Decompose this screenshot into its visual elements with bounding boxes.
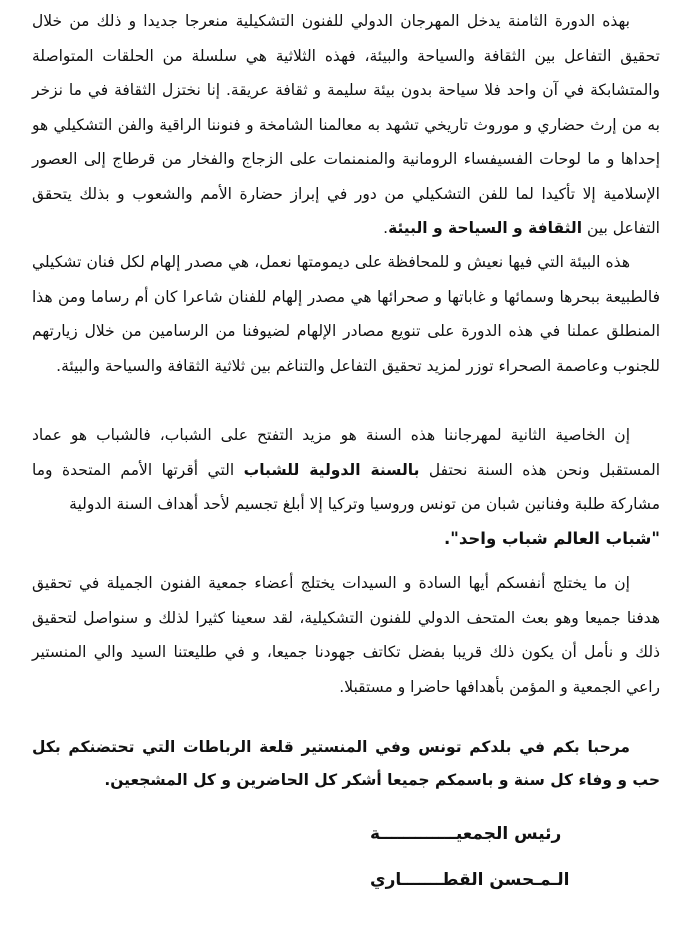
- signature-name: الـمـحسن القطـــــــاري: [370, 870, 570, 890]
- paragraph-welcome: [32, 731, 660, 797]
- paragraph-welcome-text: مرحبا بكم في بلدكم تونس وفي المنستير قلعة الرباطات التي تحتضنكم بكل حب و وفاء كل سنة و باسمكم جميعا أشكر كل الحاضرين و كل المشجعين.: [32, 738, 660, 789]
- keyword-tourism: السياحة: [448, 219, 508, 237]
- keyword-culture: الثقافة: [528, 219, 583, 237]
- youth-slogan: "شباب العالم شباب واحد".: [444, 528, 660, 548]
- signature-title: رئيس الجمعيـــــــــــــة: [370, 824, 562, 844]
- paragraph-museum-text: إن ما يختلج أنفسكم أيها السادة و السيدات يختلج أعضاء جمعية الفنون الجميلة في تحقيق هدفنا جميعا وهو بعث المتحف الدولي للفنون التشكيلية، لقد سعينا كثيرا لذلك و سنواصل لتحقيق ذلك و نأمل أن يكون ذلك قريبا بفضل تكاتف جهودنا جميعا، و في طليعتنا السيد والي المنستير راعي الجمعية و المؤمن بأهدافها حاضرا و مستقبلا.: [32, 574, 660, 696]
- paragraph-museum: [32, 566, 660, 704]
- paragraph-youth-text-2: التي أقرتها الأمم المتحدة وما مشاركة طلبة وفنانين شبان من تونس وروسيا وتركيا إلا أبلغ تجسيم لأحد أهداف السنة الدولية: [32, 460, 660, 513]
- paragraph-youth: [32, 418, 660, 556]
- paragraph-intro-text: بهذه الدورة الثامنة يدخل المهرجان الدولي للفنون التشكيلية منعرجا جديدا و ذلك من خلال تحقيق التفاعل بين الثقافة والسياحة والبيئة، فهذه الثلاثية هي سلسلة من الحلقات المتواصلة والمتشابكة في آن واحد فلا سياحة بدون بيئة سليمة و ثقافة عريقة. إنا نختزل الثقافة في ما نزخر به من إرث حضاري و موروث تاريخي تشهد به معالمنا الشامخة و فنوننا الراقية والفن التشكيلي هو إحداها و ما لوحات الفسيفساء الرومانية والمنمنمات على الزجاج والفخار من قرطاج إلى العصور الإسلامية إلا تأكيدا لما للفن التشكيلي من دور في إبراز حضارة الأمم والشعوب و بذلك يتحقق التفاعل بين: [32, 12, 660, 237]
- keyword-youth-year: بالسنة الدولية للشباب: [243, 460, 420, 479]
- keyword-environment: البيئة: [388, 219, 428, 237]
- paragraph-environment: [32, 245, 660, 383]
- paragraph-environment-text: هذه البيئة التي فيها نعيش و للمحافظة على ديمومتها نعمل، هي مصدر إلهام لكل فنان تشكيلي فالطبيعة ببحرها وسمائها و غاباتها و صحرائها هي مصدر إلهام للفنان شاعرا كان أم رساما ومن هذا المنطلق عملنا في هذه الدورة على تنويع مصادر الإلهام لضيوفنا من الرسامين من خلال زيارتهم للجنوب وعاصمة الصحراء توزر لمزيد تحقيق التفاعل والتناغم بين ثلاثية الثقافة والسياحة والبيئة.: [32, 253, 660, 375]
- paragraph-youth-text: إن الخاصية الثانية لمهرجاننا هذه السنة هو مزيد التفتح على الشباب، فالشباب هو عماد المستقبل ونحن هذه السنة نحتفل: [32, 426, 660, 479]
- paragraph-intro: بهذه الدورة الثامنة يدخل المهرجان الدولي للفنون التشكيلية منعرجا جديدا و ذلك من خلال تحقيق التفاعل بين الثقافة والسياحة والبيئة، فهذه الثلاثية هي سلسلة من الحلقات المتواصلة والمتشابكة في آن واحد فلا سياحة بدون بيئة سليمة و ثقافة عريقة. إنا نختزل الثقافة في ما نزخر به من إرث حضاري و موروث تاريخي تشهد به معالمنا الشامخة و فنوننا الراقية والفن التشكيلي هو إحداها و ما لوحات الفسيفساء الرومانية والمنمنمات على الزجاج والفخار من قرطاج إلى العصور الإسلامية إلا تأكيدا لما للفن التشكيلي من دور في إبراز حضارة الأمم والشعوب و بذلك يتحقق التفاعل بين الثقافة و السياحة و البيئة.: [32, 12, 660, 237]
